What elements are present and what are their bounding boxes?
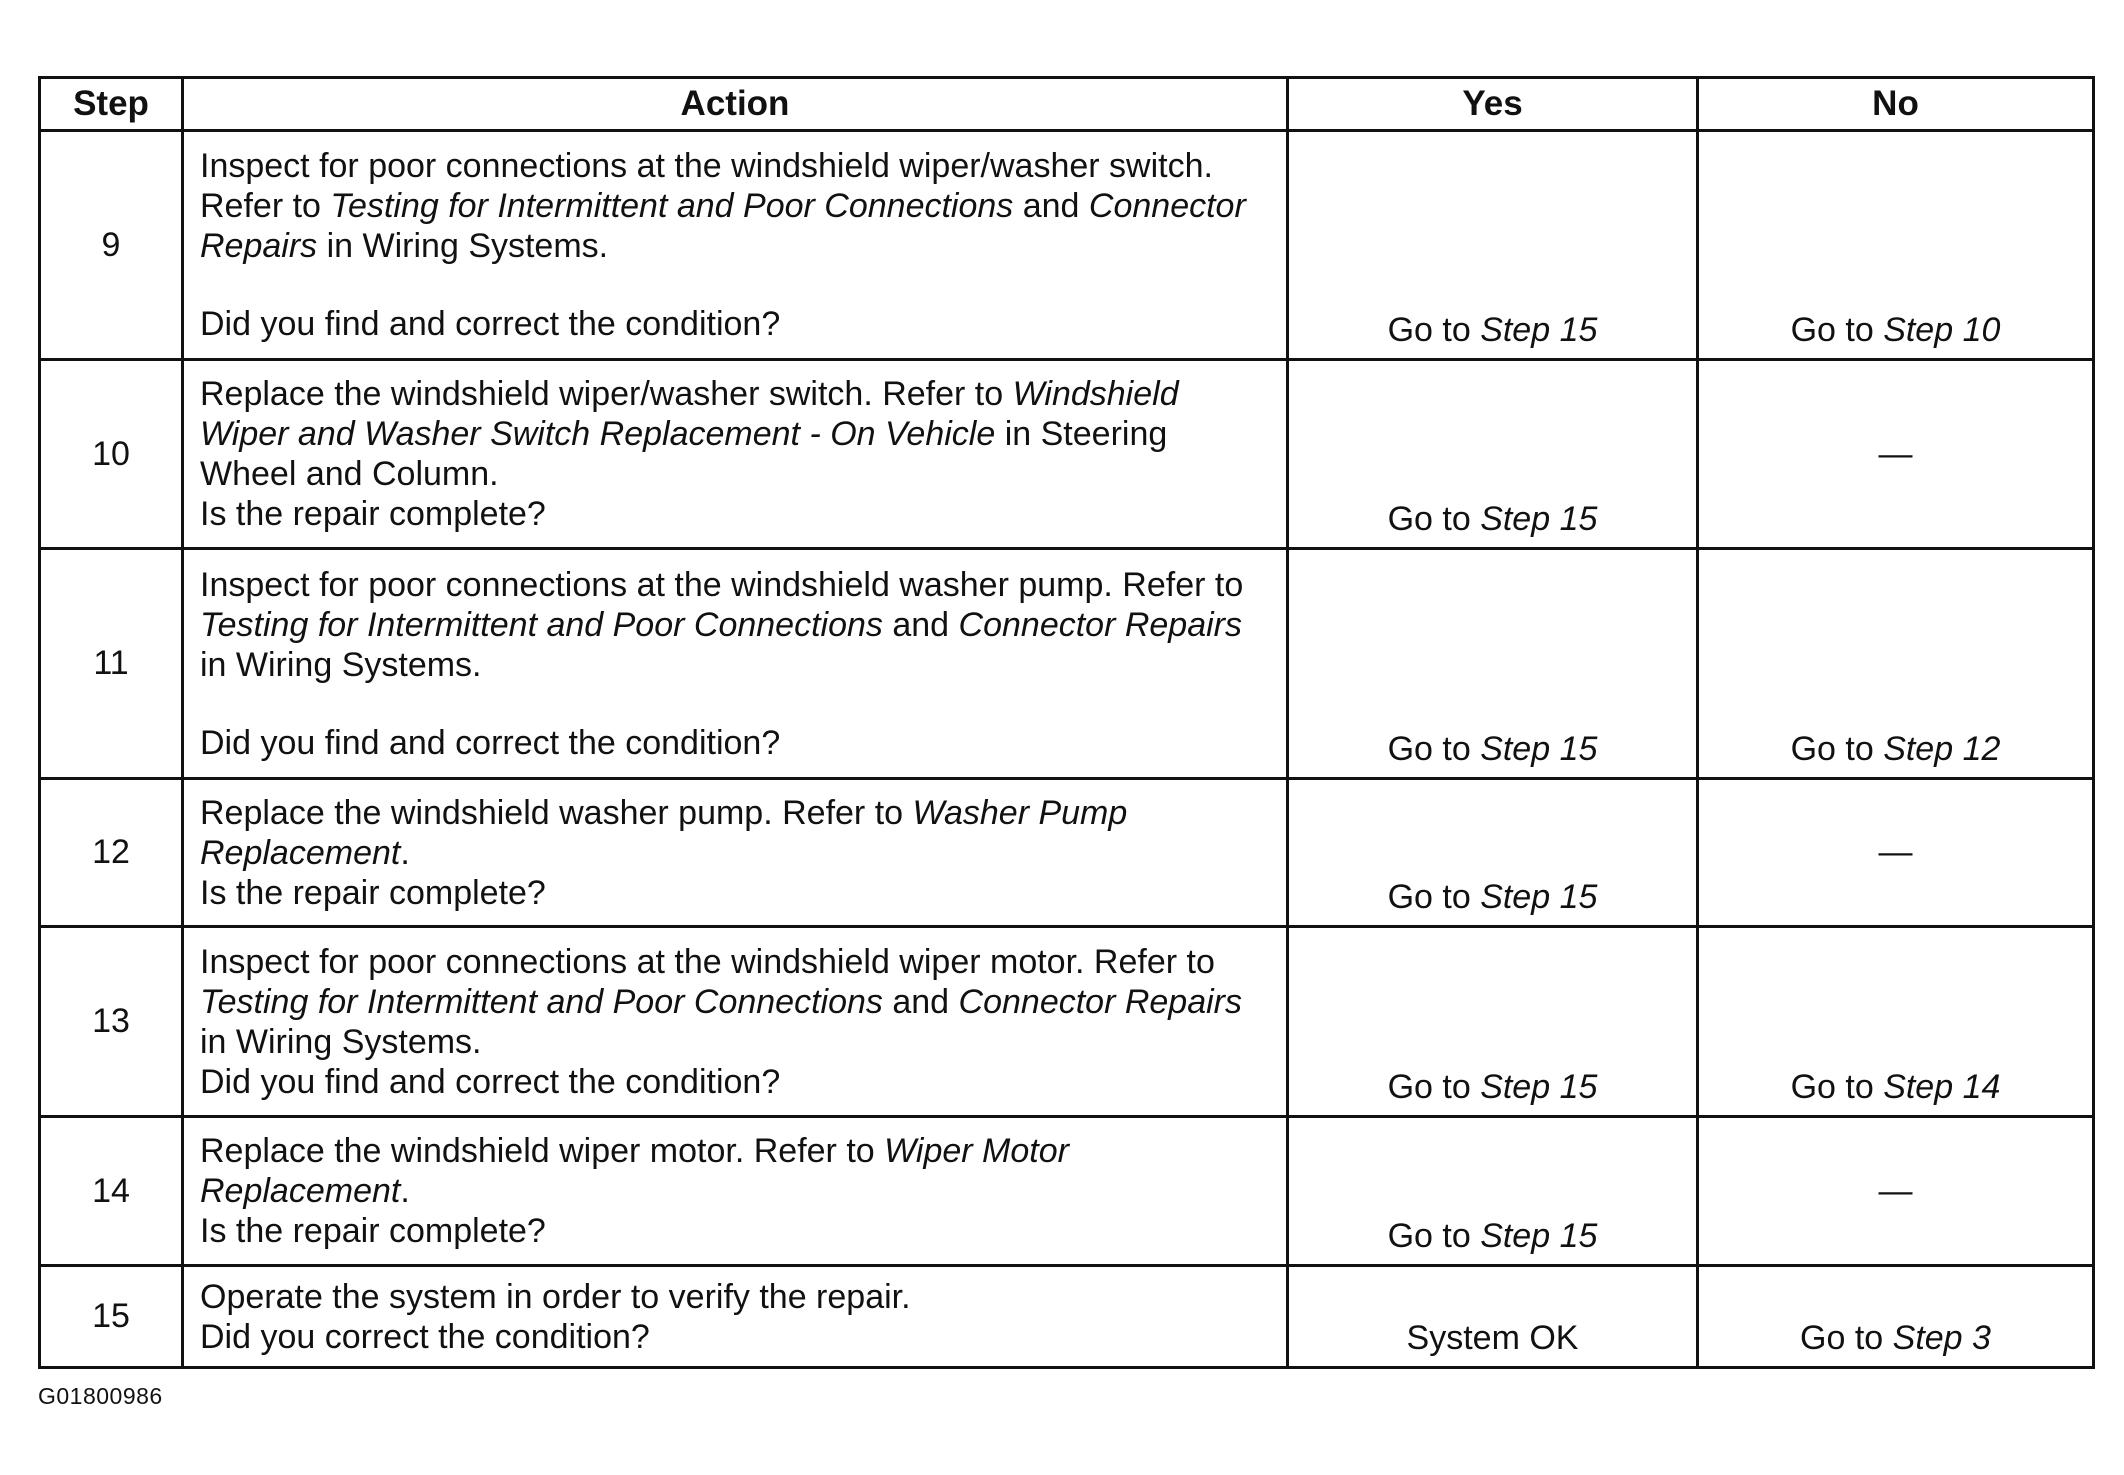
yes-result <box>1288 1266 1698 1368</box>
step-number: 9 <box>40 131 183 360</box>
reference-title: Testing for Intermittent and Poor Connections <box>330 187 1014 225</box>
yes-result <box>1288 131 1698 360</box>
action-description <box>200 146 1272 266</box>
no-step-reference: Step 10 <box>1883 311 2001 349</box>
no-result-text: Go to <box>1790 730 1884 768</box>
action-cell <box>183 1117 1288 1266</box>
yes-step-reference: Step 15 <box>1480 1068 1598 1106</box>
yes-result-text: Go to <box>1387 878 1481 916</box>
yes-result-text: Go to <box>1387 1068 1481 1106</box>
action-question: Did you correct the condition? <box>200 1317 650 1356</box>
column-header-no: No <box>1698 78 2094 131</box>
no-result <box>1698 1117 2094 1266</box>
action-text: in Steering Wheel and Column. <box>200 415 1168 493</box>
no-result-text: Go to <box>1790 1068 1884 1106</box>
no-result <box>1698 927 2094 1117</box>
no-result-text: Go to <box>1790 311 1884 349</box>
yes-result <box>1288 927 1698 1117</box>
yes-result-text: Go to <box>1387 311 1481 349</box>
no-step-reference: Step 3 <box>1892 1319 1991 1357</box>
no-result <box>1698 549 2094 779</box>
action-text: and <box>882 982 959 1021</box>
action-text: Operate the system in order to verify the repair. <box>200 1277 911 1316</box>
action-text: Inspect for poor connections at the windshield washer pump. Refer to <box>200 565 1244 604</box>
table-row <box>40 779 2094 927</box>
yes-result-text: Go to <box>1387 730 1481 768</box>
not-applicable-dash: — <box>1878 833 1913 871</box>
reference-title: Washer Pump Replacement <box>200 793 1128 872</box>
yes-result <box>1288 549 1698 779</box>
no-result <box>1698 360 2094 549</box>
table-row <box>40 1117 2094 1266</box>
action-text: Inspect for poor connections at the windshield wiper/washer switch. Refer to <box>200 147 1213 225</box>
reference-title: Connector Repairs <box>200 187 1246 265</box>
action-text: and <box>1013 187 1089 225</box>
no-result <box>1698 779 2094 927</box>
action-question: Is the repair complete? <box>200 873 546 912</box>
action-cell <box>183 131 1288 360</box>
yes-step-reference: Step 15 <box>1480 878 1598 916</box>
reference-title: Wiper Motor Replacement <box>200 1132 1069 1210</box>
column-header-step: Step <box>40 78 183 131</box>
yes-step-reference: Step 15 <box>1480 500 1598 538</box>
action-question: Is the repair complete? <box>200 1212 546 1250</box>
action-description <box>200 1277 1272 1317</box>
yes-result <box>1288 1117 1698 1266</box>
reference-title: Windshield Wiper and Washer Switch Replacement - On Vehicle <box>200 375 1179 453</box>
yes-step-reference: Step 15 <box>1480 311 1598 349</box>
action-description <box>200 942 1272 1062</box>
action-text: in Wiring Systems. <box>200 645 482 684</box>
no-step-reference: Step 12 <box>1883 730 2001 768</box>
no-step-reference: Step 14 <box>1883 1068 2001 1106</box>
action-cell <box>183 549 1288 779</box>
not-applicable-dash: — <box>1878 434 1913 473</box>
reference-title: Testing for Intermittent and Poor Connections <box>200 605 883 644</box>
step-number: 12 <box>40 779 183 927</box>
yes-result-text: Go to <box>1387 500 1481 538</box>
diagnostic-table <box>38 76 2095 1369</box>
yes-result-text: System OK <box>1406 1319 1579 1357</box>
step-number: 13 <box>40 927 183 1117</box>
yes-result <box>1288 360 1698 549</box>
figure-id: G01800986 <box>38 1383 163 1409</box>
table-body <box>40 131 2094 1368</box>
action-description <box>200 793 1272 873</box>
action-text: . <box>400 1172 410 1210</box>
action-cell <box>183 779 1288 927</box>
yes-result-text: Go to <box>1387 1217 1481 1255</box>
action-cell <box>183 360 1288 549</box>
yes-result <box>1288 779 1698 927</box>
not-applicable-dash: — <box>1878 1171 1913 1210</box>
no-result <box>1698 131 2094 360</box>
action-text: . <box>400 833 410 872</box>
reference-title: Connector Repairs <box>958 982 1243 1021</box>
action-question: Did you find and correct the condition? <box>200 723 781 762</box>
table-row <box>40 549 2094 779</box>
table-row <box>40 131 2094 360</box>
action-description <box>200 1131 1272 1211</box>
reference-title: Testing for Intermittent and Poor Connections <box>200 982 883 1021</box>
action-cell <box>183 1266 1288 1368</box>
table-header-row <box>40 78 2094 131</box>
action-text: and <box>882 605 959 644</box>
column-header-yes: Yes <box>1288 78 1698 131</box>
action-text: Replace the windshield wiper/washer switch. Refer to <box>200 375 1013 413</box>
step-number: 14 <box>40 1117 183 1266</box>
step-number: 15 <box>40 1266 183 1368</box>
action-description <box>200 374 1272 494</box>
action-question: Is the repair complete? <box>200 495 546 533</box>
action-text: Replace the windshield washer pump. Refer to <box>200 793 913 832</box>
action-cell <box>183 927 1288 1117</box>
table-row <box>40 360 2094 549</box>
action-text: Inspect for poor connections at the windshield wiper motor. Refer to <box>200 942 1215 981</box>
step-number: 10 <box>40 360 183 549</box>
action-question: Did you find and correct the condition? <box>200 305 781 343</box>
action-text: in Wiring Systems. <box>317 227 609 265</box>
table-row <box>40 927 2094 1117</box>
column-header-action: Action <box>183 78 1288 131</box>
no-result <box>1698 1266 2094 1368</box>
action-question: Did you find and correct the condition? <box>200 1062 781 1101</box>
step-number: 11 <box>40 549 183 779</box>
action-text: Replace the windshield wiper motor. Refer to <box>200 1132 885 1170</box>
yes-step-reference: Step 15 <box>1480 730 1598 768</box>
no-result-text: Go to <box>1800 1319 1893 1357</box>
reference-title: Connector Repairs <box>958 605 1243 644</box>
table-row <box>40 1266 2094 1368</box>
yes-step-reference: Step 15 <box>1480 1217 1598 1255</box>
action-description <box>200 565 1272 685</box>
action-text: in Wiring Systems. <box>200 1022 482 1061</box>
